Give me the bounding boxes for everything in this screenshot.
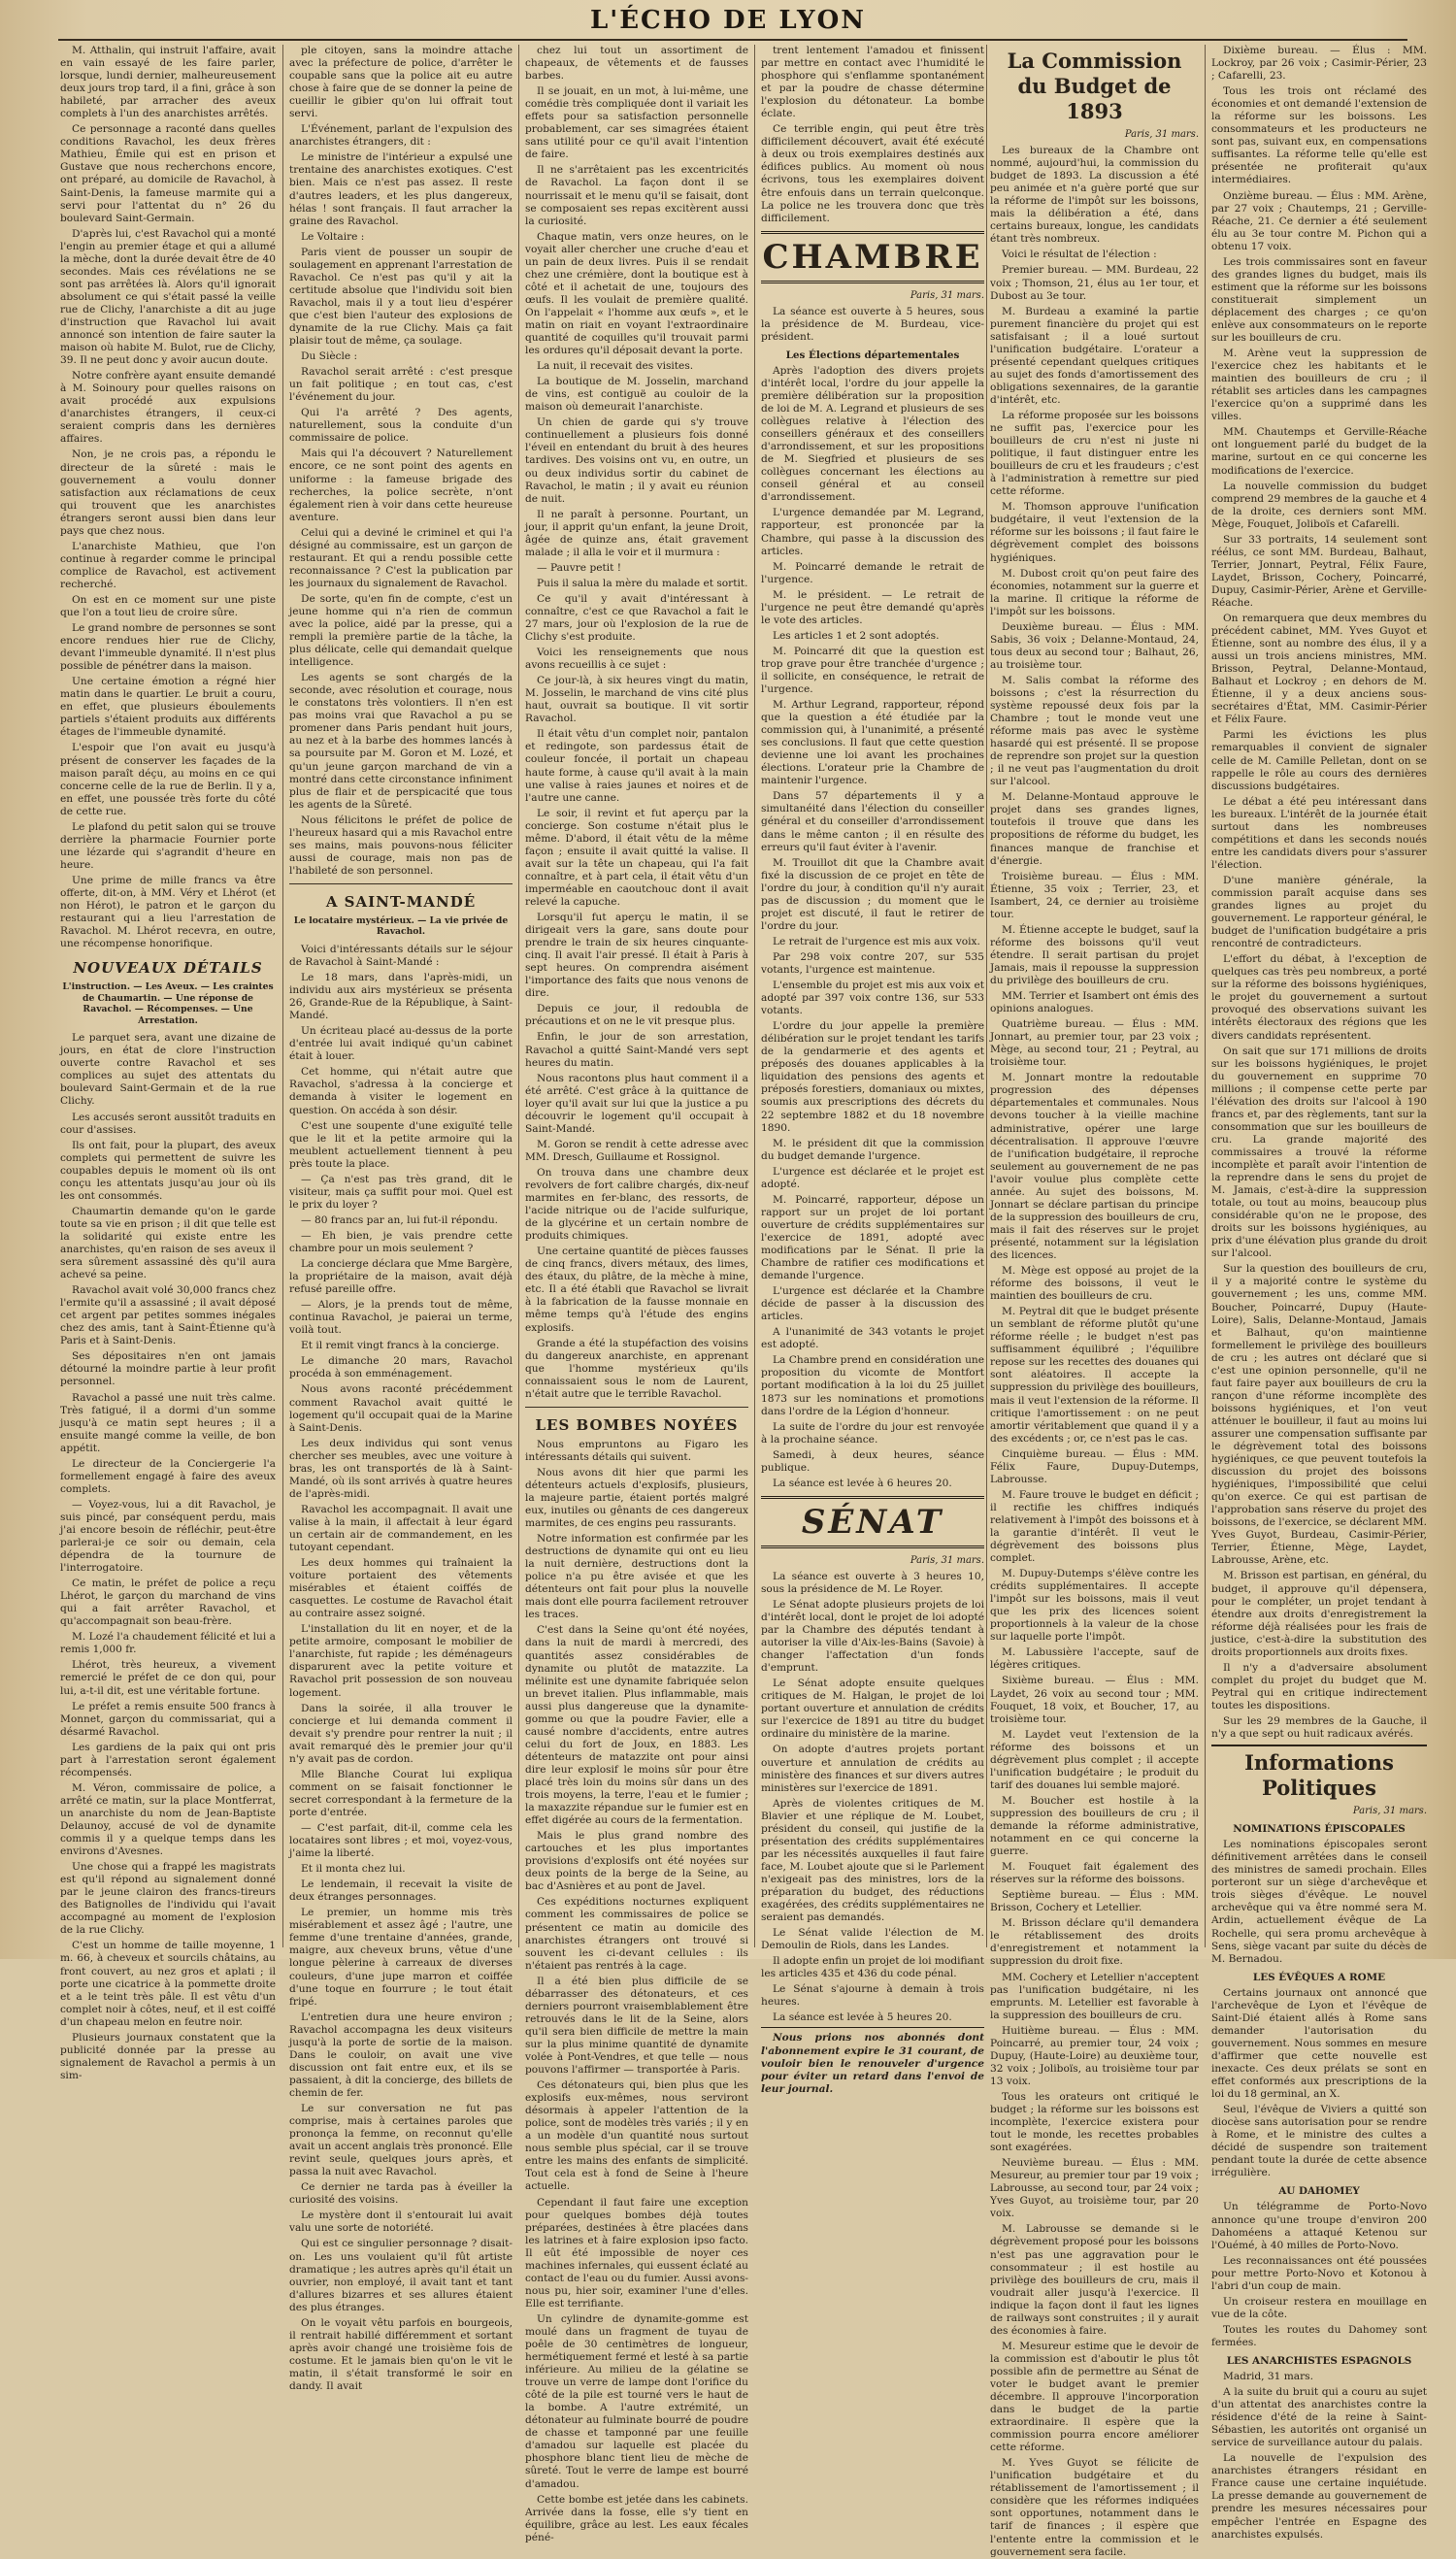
paragraph: Un télégramme de Porto-Novo annonce qu'une troupe d'environ 200 Dahoméens a attaqué Ketenou sur l'Ouémé, à 40 milles de Porto-Novo. xyxy=(1211,2201,1427,2251)
paragraph: Il se jouait, en un mot, à lui-même, une comédie très compliquée dont il variait les effets pour sa satisfaction personnelle probablement, car ses simagrées étaient sans utilité pour ce qu'il avait l'intention de faire. xyxy=(525,85,748,161)
paragraph: L'urgence est déclarée et la Chambre décide de passer à la discussion des articles. xyxy=(761,1285,984,1323)
paragraph: On remarquera que deux membres du précédent cabinet, MM. Yves Guyot et Étienne, sont au nombre des élus, il y a aussi un trois anciens ministres, MM. Brisson, Peytral, Delanne-Montaud, Balhaut et Lockroy ; en dehors de M. Étienne, il y a deux anciens sous-secrétaires d'État, MM. Casimir-Périer et Félix Faure. xyxy=(1211,613,1427,726)
paragraph: M. Yves Guyot se félicite de l'unification budgétaire et du rétablissement de l'amortissement ; il considère que les réformes indiquées sont opportunes, notamment dans le tarif de finances ; il espère que l'entente entre la commission et le gouvernement sera facile. xyxy=(990,2457,1199,2558)
paragraph: L'ordre du jour appelle la première délibération sur le projet tendant les tarifs de la gendarmerie et des agents et préposés des douanes applicables à la liquidation des pensions des agents et préposés forestiers, domaniaux ou mixtes, soumis aux prescriptions des décrets du 22 septembre 1882 et du 18 novembre 1890. xyxy=(761,1020,984,1134)
paragraph: La nouvelle commission du budget comprend 29 membres de la gauche et 4 de la droite, ces derniers sont MM. Mège, Fouquet, Joliboïs et Cafarelli. xyxy=(1211,480,1427,530)
paragraph: Lhérot, très heureux, a vivement remercié le préfet de ce don qui, pour lui, a-t-il dit, est une véritable fortune. xyxy=(60,1659,276,1697)
senat-heading: SÉNAT xyxy=(761,1496,984,1548)
paragraph: D'une manière générale, la commission paraît acquise dans ses grandes lignes au projet du gouvernement. Le rapporteur général, le budget de l'unification budgétaire a pris rencontré de contradicteurs. xyxy=(1211,874,1427,950)
paragraph: Enfin, le jour de son arrestation, Ravachol a quitté Saint-Mandé vers sept heures du matin. xyxy=(525,1031,748,1069)
paragraph: Quatrième bureau. — Élus : MM. Jonnart, au premier tour, par 23 voix ; Mège, au second tour, 21 ; Peytral, au troisième tour. xyxy=(990,1018,1199,1069)
paragraph: M. Lozé l'a chaudement félicité et lui a remis 1,000 fr. xyxy=(60,1631,276,1656)
paragraph: Nous avons raconté précédemment comment Ravachol avait quitté le logement qu'il occupait quai de la Marine à Saint-Denis. xyxy=(289,1383,513,1434)
paragraph: M. Salis combat la réforme des boissons ; c'est la résurrection du système repoussé deux fois par la Chambre ; tout le monde veut une réforme mais pas avec le système hasardé qui est présenté. Il se propose de reprendre son projet sur la question ; il ne veut pas l'augmentation du droit sur l'alcool. xyxy=(990,674,1199,788)
paragraph: MM. Terrier et Isambert ont émis des opinions analogues. xyxy=(990,990,1199,1015)
paragraph: Après l'adoption des divers projets d'intérêt local, l'ordre du jour appelle la première délibération sur la proposition de loi de M. A. Legrand et plusieurs de ses collègues relative à l'élection des conseillers généraux et des conseillers d'arrondissement, et sur les propositions de M. Siegfried et plusieurs de ses collègues concernant les élections au conseil général et au conseil d'arrondissement. xyxy=(761,364,984,504)
paragraph: — 80 francs par an, lui fut-il répondu. xyxy=(301,1213,499,1226)
paragraph: M. Véron, commissaire de police, a arrêté ce matin, sur la place Montferrat, un anarchiste du nom de Jean-Baptiste Delaunoy, accusé de vol de dynamite commis il y a quelque temps dans les environs d'Avesnes. xyxy=(60,1781,276,1858)
paragraph: Les articles 1 et 2 sont adoptés. xyxy=(773,629,940,642)
paragraph: Celui qui a deviné le criminel et qui l'a désigné au commissaire, est un garçon de restaurant. Et qui a rendu possible cette reconnaissance ? C'est la publication par les journaux du signalement de Ravachol. xyxy=(289,526,513,589)
paragraph: L'Événement, parlant de l'expulsion des anarchistes étrangers, dit : xyxy=(289,123,513,149)
article-body xyxy=(525,1439,748,2544)
paragraph: Ce matin, le préfet de police a reçu Lhérot, le garçon du marchand de vins qui a fait arrêter Ravachol, et qu'accompagnait son beau-frère. xyxy=(60,1578,276,1628)
paragraph: — Alors, je la prends tout de même, continua Ravachol, je paierai un terme, voilà tout. xyxy=(289,1299,513,1337)
paragraph: La séance est ouverte à 3 heures 10, sous la présidence de M. Le Royer. xyxy=(761,1570,984,1595)
paragraph: Deuxième bureau. — Élus : MM. Sabis, 36 voix ; Delanne-Montaud, 24, tous deux au second tour ; Balhaut, 26, au troisième tour. xyxy=(990,620,1199,671)
paragraph: Le parquet sera, avant une dizaine de jours, en état de clore l'instruction ouverte contre Ravachol et ses complices au sujet des attentats du boulevard Saint-Germain et de la rue Clichy. xyxy=(60,1032,276,1108)
senat-dateline: Paris, 31 mars. xyxy=(910,1554,984,1566)
subscription-notice: Nous prions nos abonnés dont l'abonnement expire le 31 courant, de vouloir bien le renouveler d'urgence pour éviter un retard dans l'envoi de leur journal. xyxy=(761,2027,984,2095)
top-rule xyxy=(58,39,1407,41)
paragraph: Lorsqu'il fut aperçu le matin, il se dirigeait vers la gare, sans doute pour prendre le train de six heures cinquante-cinq. Il avait l'air pressé. Il était à Paris à sept heures. On comprendra aisément l'importance des faits que nous venons de dire. xyxy=(525,912,748,1000)
paragraph: Il n'y a d'adversaire absolument complet du projet du budget que M. Peytral qui en critique indirectement toutes les dispositions. xyxy=(1211,1661,1427,1712)
paragraph: Il était vêtu d'un complet noir, pantalon et redingote, son pardessus était de couleur foncée, il portait un chapeau haute forme, à cause qu'il avait à la main une valise à raies jaunes et noires et de l'autre une canne. xyxy=(525,728,748,804)
paragraph: Les bureaux de la Chambre ont nommé, aujourd'hui, la commission du budget de 1893. La discussion a été peu animée et n'a guère porté que sur la réforme de l'impôt sur les boissons, mais la délibération a été, dans certains bureaux, longue, les candidats étant très nombreux. xyxy=(990,145,1199,246)
paragraph: La nouvelle de l'expulsion des anarchistes étrangers résidant en France cause une certaine inquiétude. La presse demande au gouvernement de prendre les mesures nécessaires pour empêcher l'entrée en Espagne des anarchistes expulsés. xyxy=(1211,2452,1427,2541)
article-body xyxy=(289,45,513,878)
paragraph: Madrid, 31 mars. xyxy=(1223,2371,1313,2383)
informations-politiques-heading: Informations Politiques xyxy=(1211,1745,1427,1801)
paragraph: La boutique de M. Josselin, marchand de vins, est contiguë au couloir de la maison où demeurait l'anarchiste. xyxy=(525,376,748,414)
chambre-subheading: Les Élections départementales xyxy=(785,349,960,361)
paragraph: Sur 33 portraits, 14 seulement sont réélus, ce sont MM. Burdeau, Balhaut, Terrier, Jonnart, Peytral, Félix Faure, Laydet, Brisson, Cochery, Poincarré, Dupuy, Casimir-Périer, Arène et Gerville-Réache. xyxy=(1211,533,1427,609)
paragraph: Ravachol les accompagnait. Il avait une valise à la main, il affectait à leur égard un certain air de commandement, en les tutoyant cependant. xyxy=(289,1503,513,1554)
paragraph: M. Brisson est partisan, en général, du budget, il approuve qu'il dépensera, pour le compléter, un projet tendant à étendre aux droits d'enregistrement la réforme déjà réalisées pour les frais de justice, c'est-à-dire la substitution des droits proportionnels aux droits fixes. xyxy=(1211,1570,1427,1658)
paragraph: L'entretien dura une heure environ ; Ravachol accompagna les deux visiteurs jusqu'à la porte de sortie de la maison. Dans le couloir, on avait une vive discussion ont fait entre eux, et ils se passaient, à dit la concierge, des billets de chemin de fer. xyxy=(289,2011,513,2099)
paragraph: La concierge déclara que Mme Bargère, la propriétaire de la maison, avait déjà refusé pareille offre. xyxy=(289,1258,513,1296)
budget-bureaux xyxy=(990,264,1199,2558)
paragraph: Cette bombe est jetée dans les cabinets. Arrivée dans la fosse, elle s'y tient en équilibre, grâce au lest. Les eaux fécales péné- xyxy=(525,2493,748,2543)
chambre-body xyxy=(761,365,984,1490)
paragraph: Le directeur de la Conciergerie l'a formellement engagé à faire des aveux complets. xyxy=(60,1457,276,1495)
column-divider xyxy=(754,45,755,1947)
paragraph: Le lendemain, il recevait la visite de deux étranges personnages. xyxy=(289,1878,513,1904)
section-title-nouveaux-details: NOUVEAUX DÉTAILS xyxy=(73,959,263,978)
paragraph: Par 298 voix contre 207, sur 535 votants, l'urgence est maintenue. xyxy=(761,950,984,976)
paragraph: Les agents se sont chargés de la seconde, avec résolution et courage, nous le constatons très volontiers. Il n'en est pas moins vrai que Ravachol a pu se promener dans Paris pendant huit jours, au nez et à la barbe des hommes lancés à sa poursuite par M. Goron et M. Lozé, et qu'un jeune garçon marchand de vin a montré dans cette circonstance infiniment plus de flair et de perspicacité que tous les agents de la Sûreté. xyxy=(289,672,513,811)
paragraph: Et il monta chez lui. xyxy=(301,1863,406,1876)
paragraph: Le Voltaire : xyxy=(301,230,365,243)
paragraph: Dixième bureau. — Élus : MM. Lockroy, par 26 voix ; Casimir-Périer, 23 ; Cafarelli, 23. xyxy=(1211,45,1427,83)
paragraph: Il ne s'arrêtaient pas les excentricités de Ravachol. La façon dont il se nourrissait et le menu qu'il se faisait, dont se composaient ses repas excitèrent aussi la curiosité. xyxy=(525,164,748,227)
paragraph: ple citoyen, sans la moindre attache avec la préfecture de police, d'arrêter le coupable sans que la police ait eu autre chose à faire que de se donner la peine de cueillir le gibier qu'on lui offrait tout servi. xyxy=(289,45,513,120)
paragraph: Une certaine émotion a régné hier matin dans le quartier. Le bruit a couru, en effet, que plusieurs éboulements partiels s'étaient produits aux différents étages de l'immeuble dynamité. xyxy=(60,676,276,739)
paragraph: M. le président. — Le retrait de l'urgence ne peut être demandé qu'après le vote des articles. xyxy=(761,588,984,626)
paragraph: M. Arène veut la suppression de l'exercice chez les habitants et le maintien des bouilleurs de cru ; il rétablit ses articles dans les campagnes l'exercice qu'on a supprimé dans les villes. xyxy=(1211,348,1427,423)
paragraph: Le ministre de l'intérieur a expulsé une trentaine des anarchistes exotiques. C'est bien. Mais ce n'est pas assez. Il reste d'autres leaders, et les plus dangereux, hélas ! sont français. Il faut arracher la graine des Ravachol. xyxy=(289,151,513,227)
paragraph: D'après lui, c'est Ravachol qui a monté l'engin au premier étage et qui a allumé la mèche, dont la durée devait être de 40 secondes. Mais ces révélations ne se sont pas arrêtées là. Alors qu'il ignorait absolument ce qui s'était passé la veille rue de Clichy, l'anarchiste a dit au juge d'instruction que Ravachol lui avait annoncé son intention de faire sauter la maison où habite M. Bulot, rue de Clichy, 39. Il ne peut donc y avoir aucun doute. xyxy=(60,227,276,367)
paragraph: chez lui tout un assortiment de chapeaux, de vêtements et de fausses barbes. xyxy=(525,45,748,83)
article-body xyxy=(60,1032,276,2082)
paragraph: M. Labrousse se demande si le dégrèvement proposé pour les boissons n'est pas une aggravation pour le consommateur ; il est hostile au privilège des bouilleurs de cru, mais il voudrait aller jusqu'à l'exercice. Il indique la façon dont il faut les lignes de railways sont construites ; il y aurait des économies à faire. xyxy=(990,2223,1199,2337)
paragraph: Les reconnaissances ont été poussées pour mettre Porto-Novo et Kotonou à l'abri d'un coup de main. xyxy=(1211,2254,1427,2292)
paragraph: Une certaine quantité de pièces fausses de cinq francs, divers métaux, des limes, des étaux, du plâtre, de la mèche à mine, etc. Il a été établi que Ravachol se livrait à la fabrication de la fausse monnaie en même temps qu'à l'étude des engins explosifs. xyxy=(525,1246,748,1334)
paragraph: MM. Chautemps et Gerville-Réache ont longuement parlé du budget de la marine, surtout en ce qui concerne les modifications de l'exercice. xyxy=(1211,426,1427,477)
paragraph: Notre information est confirmée par les destructions de dynamite qui ont eu lieu la nuit dernière, destructions dont la police n'a pu être avisée et que les détenteurs ont fait pour plus la nouvelle mais dont elle pourra facilement retrouver les traces. xyxy=(525,1533,748,1621)
section-title-bombes-noyees: LES BOMBES NOYÉES xyxy=(535,1415,739,1434)
paragraph: M. Peytral dit que le budget présente un semblant de réforme plutôt qu'une réforme réelle ; le budget n'est pas suffisamment équilibré ; l'équilibre repose sur les recettes des douanes qui sont aléatoires. Il accepte la suppression du privilège des bouilleurs, mais il veut l'extension de la réforme. Il critique l'amortissement : on ne peut amortir véritablement que quand il y a des excédents ; or, ce n'est pas le cas. xyxy=(990,1306,1199,1445)
paragraph: M. Delanne-Montaud approuve le projet dans ses grandes lignes, toutefois il trouve que dans les propositions de réforme du budget, les finances manque de franchise et d'énergie. xyxy=(990,791,1199,867)
paragraph: L'urgence demandée par M. Legrand, rapporteur, est prononcée par la Chambre, qui passe à la discussion des articles. xyxy=(761,507,984,557)
paragraph: Seul, l'évêque de Viviers a quitté son diocèse sans autorisation pour se rendre à Rome, et le ministre des cultes a décidé de suspendre son traitement pendant toute la durée de cette absence irrégulière. xyxy=(1211,2104,1427,2179)
paragraph: Puis il salua la mère du malade et sortit. xyxy=(537,577,748,589)
paragraph: M. Jonnart montre la redoutable progression des dépenses départementales et communales. Nous devons toucher à la vieille machine administrative, opérer une large décentralisation. Il approuve l'œuvre de l'unification budgétaire, il reproche seulement au gouvernement de ne pas l'avoir voulue plus complète cette année. Au sujet des boissons, M. Jonnart se déclare partisan du principe de la suppression des bouilleurs de cru, mais il fait des réserves sur le projet présenté, notamment sur la législation des licences. xyxy=(990,1072,1199,1261)
paragraph: Ravachol avait volé 30,000 francs chez l'ermite qu'il a assassiné ; il avait déposé cet argent par petites sommes inégales chez des amis, tant à Saint-Étienne qu'à Paris et à Saint-Denis. xyxy=(60,1284,276,1347)
paragraph: Chaque matin, vers onze heures, on le voyait aller chercher une cruche d'eau et un pain de deux livres. Puis il se rendait chez une crémière, dont la boutique est à côté et il achetait de une, toujours des œufs. Il les voulait de première qualité. On l'appelait « l'homme aux œufs », et le matin on riait en voyant l'extraordinaire quantité de coquilles qu'il trouvait parmi les ordures qu'il déposait devant la porte. xyxy=(525,230,748,357)
paragraph: trent lentement l'amadou et finissent par mettre en contact avec l'humidité le phosphore qui s'enflamme spontanément et par la poudre de chasse détermine l'explosion du détonateur. La bombe éclate. xyxy=(761,45,984,120)
paragraph: — Pauvre petit ! xyxy=(537,561,622,574)
chambre-heading: CHAMBRE xyxy=(761,231,984,283)
paragraph: De sorte, qu'en fin de compte, c'est un jeune homme qui n'a rien de commun avec la police, aidé par la presse, qui a rempli la première partie de la tâche, la plus délicate, celle qui demandait quelque intelligence. xyxy=(289,592,513,669)
paragraph: Premier bureau. — MM. Burdeau, 22 voix ; Thomson, 21, élus au 1er tour, et Dubost au 3e tour. xyxy=(990,264,1199,302)
paragraph: L'espoir que l'on avait eu jusqu'à présent de conserver les façades de la maison paraît déçu, au moins en ce qui concerne celle de la rue de Berlin. Il y a, en effet, une poussée très forte du côté de cette rue. xyxy=(60,742,276,817)
paragraph: Le premier, un homme mis très misérablement et assez âgé ; l'autre, une femme d'une trentaine d'années, grande, maigre, aux cheveux bruns, vêtue d'une longue pèlerine à carreaux de diverses couleurs, d'une jupe marron et coiffée d'une toque en fourrure ; le tout était fripé. xyxy=(289,1907,513,2008)
paragraph: La nuit, il recevait des visites. xyxy=(537,360,694,373)
column-divider xyxy=(1205,45,1206,1947)
paragraph: Parmi les évictions les plus remarquables il convient de signaler celle de M. Camille Pelletan, dont on se rappelle le rôle au cours des dernières discussions budgétaires. xyxy=(1211,729,1427,792)
section-summary: L'instruction. — Les Aveux. — Les craintes de Chaumartin. — Une réponse de Ravachol. — Récompenses. — Une Arrestation. xyxy=(62,981,274,1026)
paragraph: Le Sénat valide l'élection de M. Demoulin de Riols, dans les Landes. xyxy=(761,1927,984,1952)
paragraph: Le Sénat adopte ensuite quelques critiques de M. Halgan, le projet de loi portant ouverture et annulation de crédits sur l'exercice de 1891 au titre du budget ordinaire du ministère de la marine. xyxy=(761,1678,984,1741)
paragraph: Onzième bureau. — Élus : MM. Arène, par 27 voix ; Chautemps, 21 ; Gerville-Réache, 21. Ce dernier a été seulement élu au 3e tour contre M. Pichon qui a obtenu 17 voix. xyxy=(1211,189,1427,252)
paragraph: Mlle Blanche Courat lui expliqua comment on se faisait fonctionner le secret correspondant à la fermeture de la porte d'entrée. xyxy=(289,1768,513,1818)
paragraph: M. Étienne accepte le budget, sauf la réforme des boissons qu'il veut étendre. Il serait partisan du projet Jamais, mais il repousse la suppression du privilège des bouilleurs de cru. xyxy=(990,923,1199,986)
paragraph: M. Poincarré demande le retrait de l'urgence. xyxy=(761,560,984,585)
column-divider xyxy=(282,45,283,1947)
paragraph: Nous empruntons au Figaro les intéressants détails qui suivent. xyxy=(525,1438,748,1463)
senat-body xyxy=(761,1571,984,2025)
paragraph: Un croiseur restera en mouillage en vue de la côte. xyxy=(1211,2295,1427,2320)
paragraph: Ce dernier ne tarda pas à éveiller la curiosité des voisins. xyxy=(289,2181,513,2207)
paragraph: Certains journaux ont annoncé que l'archevêque de Lyon et l'évêque de Saint-Dié étaient allés à Rome sans demander l'autorisation du gouvernement. Nous sommes en mesure d'affirmer que cette nouvelle est inexacte. Ces deux prélats se sont en effet conformés aux prescriptions de la loi du 18 germinal, an X. xyxy=(1211,1986,1427,2101)
paragraph: — Eh bien, je vais prendre cette chambre pour un mois seulement ? xyxy=(289,1229,513,1254)
paragraph: Le grand nombre de personnes se sont encore rendues hier rue de Clichy, devant l'immeuble dynamité. Il n'est plus possible de pénétrer dans la maison. xyxy=(60,622,276,673)
paragraph: A la suite du bruit qui a couru au sujet d'un attentat des anarchistes contre la résidence d'été de la reine à Saint-Sébastien, les autorités ont organisé un service de surveillance autour du palais. xyxy=(1211,2386,1427,2449)
separator xyxy=(525,1407,748,1408)
paragraph: Le 18 mars, dans l'après-midi, un individu aux airs mystérieux se présenta 26, Grande-Rue de la République, à Saint-Mandé. xyxy=(289,972,513,1022)
paragraph: Nous racontons plus haut comment il a été arrêté. C'est grâce à la quittance de loyer qu'il avait sur lui que la justice a pu découvrir le logement qu'il occupait à Saint-Mandé. xyxy=(525,1072,748,1135)
paragraph: Le débat a été peu intéressant dans les bureaux. L'intérêt de la journée était surtout dans les nombreuses compétitions et dans les seconds noués entre les candidats divers pour s'assurer l'élection. xyxy=(1211,795,1427,871)
paragraph: Le préfet a remis ensuite 500 francs à Monnet, garçon du commissariat, qui a désarmé Ravachol. xyxy=(60,1700,276,1738)
paragraph: Un écriteau placé au-dessus de la porte d'entrée lui avait indiqué qu'un cabinet était à louer. xyxy=(289,1025,513,1063)
paragraph: Tous les trois ont réclamé des économies et ont demandé l'extension de la réforme sur les boissons. Les consommateurs et les producteurs ne sont pas, suivant eux, en compensations suffisantes. La réforme telle qu'elle est présentée ne profiterait qu'aux intermédiaires. xyxy=(1211,85,1427,186)
paragraph: On adopte d'autres projets portant ouverture et annulation de crédits au ministère des finances et sur divers autres ministères sur l'exercice de 1891. xyxy=(761,1744,984,1794)
paragraph: — Voyez-vous, lui a dit Ravachol, je suis pincé, par conséquent perdu, mais j'ai encore besoin de réfléchir, peut-être parlerai-je ce soir ou demain, cela dépendra de la tournure de l'interrogatoire. xyxy=(60,1498,276,1575)
article-body xyxy=(525,45,748,1401)
paragraph: M. Faure trouve le budget en déficit ; il rectifie les chiffres indiqués relativement à l'impôt des boissons et à la garantie d'intérêt. Il veut le dégrèvement des boissons plus complet. xyxy=(990,1488,1199,1565)
paragraph: Toutes les routes du Dahomey sont fermées. xyxy=(1211,2323,1427,2348)
paragraph: Dans la soirée, il alla trouver le concierge et lui demanda comment il devait s'y prendre pour rentrer la nuit ; il avait remarqué dès le premier jour qu'il n'y avait pas de cordon. xyxy=(289,1702,513,1765)
paragraph: L'effort du débat, à l'exception de quelques cas très peu nombreux, a porté sur la réforme des boissons hygiéniques, le projet du gouvernement a surtout provoqué des observations suivant les intérêts électoraux des régions que les divers candidats représentent. xyxy=(1211,953,1427,1042)
paragraph: Septième bureau. — Élus : MM. Brisson, Cochery et Letellier. xyxy=(990,1889,1199,1914)
paragraph: M. Brisson déclare qu'il demandera le rétablissement des droits d'enregistrement et notamment la suppression du droit fixe. xyxy=(990,1917,1199,1968)
paragraph: Et il remit vingt francs à la concierge. xyxy=(301,1340,500,1352)
masthead: L'ÉCHO DE LYON xyxy=(589,6,867,35)
paragraph: Du Siècle : xyxy=(301,350,358,363)
article-body xyxy=(289,944,513,2393)
info-sections xyxy=(1211,1823,1427,2541)
paragraph: Non, je ne crois pas, a répondu le directeur de la sûreté : mais le gouvernement a voulu donner satisfaction aux réclamations de ceux qui trouvent que les anarchistes étrangers seront aussi bien dans leur pays que chez nous. xyxy=(60,449,276,537)
paragraph: M. Poincarré, rapporteur, dépose un rapport sur un projet de loi portant ouverture de crédits supplémentaires sur l'exercice de 1891, adopté avec modifications par le Sénat. Il prie la Chambre de ratifier ces modifications et demande l'urgence. xyxy=(761,1193,984,1282)
paragraph: MM. Cochery et Letellier n'acceptent pas l'unification budgétaire, ni les emprunts. M. Letellier est favorable à la suppression des bouilleurs de cru. xyxy=(990,1971,1199,2021)
paragraph: Cet homme, qui n'était autre que Ravachol, s'adressa à la concierge et demanda à visiter le logement en question. On accéda à son désir. xyxy=(289,1066,513,1116)
column-3 xyxy=(525,45,748,2543)
paragraph: Voici les renseignements que nous avons recueillis à ce sujet : xyxy=(525,647,748,672)
paragraph: Ce terrible engin, qui peut être très difficilement découvert, avait été exécuté à deux ou trois exemplaires destinés aux édifices publics. Au moment où nous écrivons, tous les exemplaires doivent être enfouis dans un terrain quelconque. La police ne les trouvera donc que très difficilement. xyxy=(761,123,984,224)
separator xyxy=(289,883,513,884)
paragraph: C'est un homme de taille moyenne, 1 m. 66, à cheveux et sourcils châtains, au front couvert, au nez gros et aplati ; il porte une cicatrice à la pommette droite et a le teint très pâle. Il est vêtu d'un complet noir à côtes, neuf, et il est coiffé d'un chapeau melon en feutre noir. xyxy=(60,1940,276,2028)
paragraph: M. Trouillot dit que la Chambre avait fixé la discussion de ce projet en tête de l'ordre du jour, à condition qu'il n'y aurait pas de discussion ; du moment que le projet est discuté, il faut le retirer de l'ordre du jour. xyxy=(761,856,984,932)
paragraph: On sait que sur 171 millions de droits sur les boissons hygiéniques, le projet du gouvernement en supprime 70 millions ; il compense cette perte par l'élévation des droits sur l'alcool à 190 francs et, par des règlements, tant sur la consommation que sur les bouilleurs de cru. La grande majorité des commissaires a trouvé la réforme incomplète et paraît avoir l'intention de la reprendre dans le sens du projet de M. Jamais, c'est-à-dire la suppression totale, ou tout au moins, beaucoup plus considérable qu'on ne le propose, des droits sur les boissons hygiéniques, au prix d'une élévation plus grande du droit sur l'alcool. xyxy=(1211,1045,1427,1260)
paragraph: Nous avons dit hier que parmi les détenteurs actuels d'explosifs, plusieurs, la majeure partie, étaient portés malgré eux, inutiles ou gênants de ces dangereux marmites, de ces engins peu rassurants. xyxy=(525,1466,748,1530)
paragraph: Le retrait de l'urgence est mis aux voix. xyxy=(773,935,980,947)
chambre-dateline: Paris, 31 mars. xyxy=(910,289,984,301)
paragraph: Les nominations épiscopales seront définitivement arrêtées dans le conseil des ministres de samedi prochain. Elles porteront sur un siège d'archevêque et trois sièges d'évêque. Le nouvel archevêque qui va être nommé sera M. Ardin, actuellement évêque de La Rochelle, qui sera promu archevêque à Sens, siège vacant par suite du décès de M. Bernadou. xyxy=(1211,1839,1427,1965)
paragraph: La suite de l'ordre du jour est renvoyée à la prochaine séance. xyxy=(761,1420,984,1446)
paragraph: Notre confrère ayant ensuite demandé à M. Soinoury pour quelles raisons on avait procédé aux expulsions d'anarchistes étrangers, il ceux-ci seraient compris dans les dernières affaires. xyxy=(60,370,276,446)
paragraph: Troisième bureau. — Élus : MM. Étienne, 35 voix ; Terrier, 23, et Isambert, 24, ce dernier au troisième tour. xyxy=(990,870,1199,920)
paragraph: Ces expéditions nocturnes expliquent comment les commissaires de police se présentent ce matin au domicile des anarchistes étrangers ont trouvé si souvent les ci-devant cellules : ils n'étaient pas rentrés à la cage. xyxy=(525,1896,748,1972)
paragraph: L'anarchiste Mathieu, que l'on continue à regarder comme le principal complice de Ravachol, est activement recherché. xyxy=(60,540,276,590)
paragraph: Ravachol a passé une nuit très calme. Très fatigué, il a dormi d'un somme jusqu'à ce matin sept heures ; il a ensuite mangé comme la veille, de bon appétit. xyxy=(60,1391,276,1454)
paragraph: M. Goron se rendit à cette adresse avec MM. Dresch, Guillaume et Rossignol. xyxy=(525,1138,748,1163)
paragraph: M. Burdeau a examiné la partie purement financière du projet qui est satisfaisant ; il a loué surtout l'unification budgétaire. L'orateur a présenté cependant quelques critiques au sujet des fonds d'amortissement des obligations sexennaires, de la garantie d'intérêt, etc. xyxy=(990,305,1199,406)
paragraph: M. Thomson approuve l'unification budgétaire, il veut l'extension de la réforme sur les boissons ; il faut faire le dégrèvement complet des boissons hygiéniques. xyxy=(990,501,1199,564)
column-4 xyxy=(761,45,984,2095)
paragraph: On le voyait vêtu parfois en bourgeois, il rentrait habillé différemment et sortant après avoir changé une troisième fois de costume. Et le jamais bien qu'on le vit le matin, il s'était transformé le soir en dandy. Il avait xyxy=(289,2316,513,2392)
paragraph: M. Mège est opposé au projet de la réforme des boissons, il veut le maintien des bouilleurs de cru. xyxy=(990,1265,1199,1303)
paragraph: Sixième bureau. — Élus : MM. Laydet, 26 voix au second tour ; MM. Fouquet, 18 voix, et Boucher, 17, au troisième tour. xyxy=(990,1675,1199,1725)
chambre-intro: La séance est ouverte à 5 heures, sous la présidence de M. Burdeau, vice-président. xyxy=(761,305,984,343)
paragraph: Les accusés seront aussitôt traduits en cour d'assises. xyxy=(60,1111,276,1136)
section-summary: Le locataire mystérieux. — La vie privée de Ravachol. xyxy=(293,914,509,938)
paragraph: Cinquième bureau. — Élus : MM. Félix Faure, Dupuy-Dutemps, Labrousse. xyxy=(990,1447,1199,1485)
paragraph: Ils ont fait, pour la plupart, des aveux complets qui permettent de suivre les coupables depuis le moment où ils ont conçu les attentats jusqu'au jour où ils les ont consommés. xyxy=(60,1139,276,1202)
paragraph: M. Poincarré dit que la question est trop grave pour être tranchée d'urgence ; il sollicite, en conséquence, le retrait de l'urgence. xyxy=(761,645,984,696)
column-divider xyxy=(518,45,519,1947)
paragraph: Tous les orateurs ont critiqué le budget ; la réforme sur les boissons est incomplète, l'exercice existera pour tout le monde, les recettes probables sont exagérées. xyxy=(990,2090,1199,2154)
info-dateline: Paris, 31 mars. xyxy=(1352,1806,1427,1817)
paragraph: Qui l'a arrêté ? Des agents, naturellement, sous la conduite d'un commissaire de police. xyxy=(289,407,513,445)
paragraph: Nous félicitons le préfet de police de l'heureux hasard qui a mis Ravachol entre ses mains, mais pouvons-nous féliciter aussi de courage, mais non pas de l'habileté de son personnel. xyxy=(289,814,513,877)
budget-dateline: Paris, 31 mars. xyxy=(1124,129,1199,140)
paragraph: Depuis ce jour, il redoubla de précautions et on ne le vit presque plus. xyxy=(525,1003,748,1028)
column-6 xyxy=(1211,45,1427,2541)
column-5 xyxy=(990,45,1199,2558)
paragraph: La Chambre prend en considération une proposition du vicomte de Montfort portant modification à la loi du 25 juillet 1873 sur les nominations et promotions dans l'ordre de la Légion d'honneur. xyxy=(761,1354,984,1417)
paragraph: Huitième bureau. — Élus : MM. Poincarré, au premier tour, 24 voix ; Dupuy, (Haute-Loire) au deuxième tour, 32 voix ; Joliboïs, au troisième tour par 13 voix. xyxy=(990,2024,1199,2087)
paragraph: Les deux individus qui sont venus chercher ses meubles, avec une voiture à bras, les ont transportés de là à Saint-Mandé, où ils sont arrivés à quatre heures de l'après-midi. xyxy=(289,1437,513,1500)
paragraph: C'est dans la Seine qu'ont été noyées, dans la nuit de mardi à mercredi, des quantités assez considérables de dynamite ou plutôt de matazzite. La mélinite est une dynamite fabriquée selon un brevet italien. Plus inflammable, mais aussi plus dangereuse que la dynamite-gomme ou que la poudre Favier, elle a causé nombre d'accidents, entre autres celui du fort de Joux, en 1883. Les détenteurs de matazzite ont pour ainsi dire leur explosif le moins sûr pour être placé très loin du moins sûr dans un des trois moyens, la terre, l'eau et le fumier ; la maxazzite répandue sur le fumier est en effet digérée au cours de la fermentation. xyxy=(525,1624,748,1827)
paragraph: Grande a été la stupéfaction des voisins du dangereux anarchiste, en apprenant que l'homme mystérieux qu'ils connaissaient sous le nom de Laurent, n'était autre que le terrible Ravachol. xyxy=(525,1337,748,1400)
paragraph: Paris vient de pousser un soupir de soulagement en apprenant l'arrestation de Ravachol. Ce n'est pas qu'il y ait la certitude absolue que l'individu soit bien Ravachol, mais il y a tout lieu d'espérer que c'est bien l'auteur des explosions de dynamite de la rue Clichy. Mais ça fait plaisir tout de même, ça soulage. xyxy=(289,246,513,348)
paragraph: — Ça n'est pas très grand, dit le visiteur, mais ça suffit pour moi. Quel est le prix du loyer ? xyxy=(289,1173,513,1211)
section-title-saint-mande: A SAINT-MANDÉ xyxy=(325,892,477,911)
paragraph: La séance est levée à 6 heures 20. xyxy=(773,1477,952,1489)
paragraph: Ces détonateurs qui, bien plus que les explosifs eux-mêmes, nous serviront désormais à appeler l'attention de la police, sont de modèles très variés ; il y en a un modèle d'un quantité nous surtout nous semble plus spécial, car il se trouve entre les mains des enfants de simplicité. Tout cela est à fond de Seine à l'heure actuelle. xyxy=(525,2079,748,2193)
paragraph: M. Arthur Legrand, rapporteur, répond que la question a été étudiée par la commission qui, à l'unanimité, a présenté ses conclusions. Il faut que cette question devienne une loi avant les prochaines élections. L'orateur prie la Chambre de maintenir l'urgence. xyxy=(761,699,984,787)
column-1 xyxy=(60,45,276,2081)
paragraph: La séance est levée à 5 heures 20. xyxy=(773,2011,952,2024)
paragraph: Le Sénat adopte plusieurs projets de loi d'intérêt local, dont le projet de loi adopté par la Chambre des députés tendant à autoriser la ville d'Aix-les-Bains (Savoie) à changer l'affectation d'un fonds d'emprunt. xyxy=(761,1598,984,1675)
paragraph: Le sur conversation ne fut pas comprise, mais à certaines paroles que prononça la femme, on reconnut qu'elle avait un accent anglais très prononcé. Elle revint seule, quelques jours après, et passa la nuit avec Ravachol. xyxy=(289,2102,513,2178)
paragraph: L'urgence est déclarée et le projet est adopté. xyxy=(761,1165,984,1190)
paragraph: Dans 57 départements il y a simultanéité dans l'élection du conseiller général et du conseiller d'arrondissement dans le même canton ; il en résulte des erreurs qu'il faut éviter à l'avenir. xyxy=(761,790,984,853)
paragraph: On trouva dans une chambre deux revolvers de fort calibre chargés, dix-neuf marmites en fer-blanc, des ressorts, de l'acide nitrique ou de l'acide sulfurique, de la glycérine et un certain nombre de produits chimiques. xyxy=(525,1166,748,1243)
paragraph: M. Mesureur estime que le devoir de la commission est d'aboutir le plus tôt possible afin de permettre au Sénat de voter le budget avant le premier décembre. Il approuve l'incorporation dans le budget de la partie extraordinaire. Il espère que la commission pourra encore améliorer cette réforme. xyxy=(990,2340,1199,2454)
paragraph: On est en ce moment sur une piste que l'on a tout lieu de croire sûre. xyxy=(60,593,276,619)
paragraph: Ses dépositaires n'en ont jamais détourné la moindre partie à leur profit personnel. xyxy=(60,1350,276,1388)
info-subheading: LES ÉVÊQUES A ROME xyxy=(1252,1971,1386,1983)
paragraph: Mais qui l'a découvert ? Naturellement encore, ce ne sont point des agents en uniforme : la fameuse brigade des recherches, la police secrète, n'ont également rien à voir dans cette heureuse aventure. xyxy=(289,448,513,523)
paragraph: M. Laydet veut l'extension de la réforme des boissons et un dégrèvement plus complet ; il accepte l'unification budgétaire ; le produit du tarif des douanes lui semble majoré. xyxy=(990,1728,1199,1791)
paragraph: Ce qu'il y avait d'intéressant à connaître, c'est ce que Ravachol a fait le 27 mars, jour où l'explosion de la rue de Clichy s'est produite. xyxy=(525,592,748,644)
paragraph: Une chose qui a frappé les magistrats est qu'il répond au signalement donné par le jeune clairon des francs-tireurs des Batignolles de l'individu qui l'avait accompagné au moment de l'explosion de la rue Clichy. xyxy=(60,1861,276,1937)
paragraph: Sur les 29 membres de la Gauche, il n'y a que sept ou huit radicaux avérés. xyxy=(1211,1715,1427,1741)
paragraph: Sur la question des bouilleurs de cru, il y a majorité contre le système du gouvernement ; les uns, comme MM. Boucher, Poincarré, Dupuy (Haute-Loire), Salis, Delanne-Montaud, Jamais et Balhaut, qu'on maintienne formellement le privilège des bouilleurs de cru ; les autres ont déclaré que si c'est une opinion personnelle, qu'il ne faut faire payer aux bouilleurs de cru la rançon d'une réforme incomplète des boissons hygiéniques, et l'on veut atténuer le bouilleur, il faut au moins lui assurer une compensation suffisante par le dégrèvement total des boissons hygiéniques, ce que peuvent toutefois la discussion du projet des boissons hygiéniques, l'impossibilité que celui qu'on exerce. Ce qui est partisan de l'approbation sans réserve du projet des boissons, de l'exercice, se déclarent MM. Yves Guyot, Burdeau, Casimir-Périer, Terrier, Étienne, Mège, Laydet, Labrousse, Arène, etc. xyxy=(1211,1263,1427,1567)
paragraph: Cependant il faut faire une exception pour quelques bombes déjà toutes préparées, destinées à être placées dans les latrines et à faire explosion ipso facto. Il eût été impossible de noyer ces machines infernales, qui eussent éclaté au contact de l'eau ou du fumier. Aussi avons-nous pu, hier soir, examiner l'une d'elles. Elle est terrifiante. xyxy=(525,2196,748,2310)
paragraph: Samedi, à deux heures, séance publique. xyxy=(761,1448,984,1474)
budget-commission-heading: La Commission du Budget de 1893 xyxy=(1007,49,1182,123)
paragraph: La réforme proposée sur les boissons ne suffit pas, l'exercice pour les bouilleurs de cru n'est ni juste ni politique, il faut distinguer entre les bouilleurs de cru et les fraudeurs ; c'est à l'administration à remettre sur pied cette réforme. xyxy=(990,409,1199,498)
paragraph: Un chien de garde qui s'y trouve continuellement a plusieurs fois donné l'éveil en entendant du bruit à des heures tardives. Des voisins ont vu, en outre, un ou deux individus sortir du cabinet de Ravachol, le matin ; il y avait eu réunion de nuit. xyxy=(525,416,748,505)
paragraph: Mais le plus grand nombre des cartouches et les plus importantes provisions d'explosifs ont été noyées sur deux points de la berge de la Seine, au bac d'Asnières et au pont de Javel. xyxy=(525,1830,748,1893)
paragraph: Le plafond du petit salon qui se trouve derrière la pharmacie Fournier porte une lézarde qui s'agrandit d'heure en heure. xyxy=(60,820,276,871)
paragraph: Après de violentes critiques de M. Blavier et une réplique de M. Loubet, président du conseil, qui justifie de la présentation des crédits supplémentaires par les nécessités auxquelles il faut faire face, M. Loubet ajoute que si le Parlement n'exigeait pas des ministres, lors de la préparation du budget, des réductions exagérées, des crédits supplémentaires ne seraient pas demandés. xyxy=(761,1797,984,1924)
column-2 xyxy=(289,45,513,2392)
paragraph: Ravachol serait arrêté : c'est presque un fait politique ; en tout cas, c'est l'événement du jour. xyxy=(289,366,513,404)
paragraph: C'est une soupente d'une exiguïté telle que le lit et la petite armoire qui la meublent actuellement tiennent à peu près toute la place. xyxy=(289,1119,513,1170)
paragraph: Le mystère dont il s'entourait lui avait valu une sorte de notoriété. xyxy=(289,2210,513,2235)
paragraph: Il a été bien plus difficile de se débarrasser des détonateurs, et ces derniers pourront vraisemblablement être retrouvés dans le lit de la Seine, alors qu'il sera bien difficile de mettre la main sur la plus minime quantité de dynamite volée à Pont-Vendres, et que telle — nous pouvons l'affirmer — transportée à Paris. xyxy=(525,1975,748,2077)
paragraph: Chaumartin demande qu'on le garde toute sa vie en prison ; il dit que telle est la solidarité qui existe entre les anarchistes, qu'en raison de ses aveux il sera sûrement assassiné dès qu'il aura achevé sa peine. xyxy=(60,1205,276,1281)
paragraph: M. Dubost croit qu'on peut faire des économies, notamment sur la guerre et la marine. Il critique la réforme de l'impôt sur les boissons. xyxy=(990,567,1199,617)
paragraph: — C'est parfait, dit-il, comme cela les locataires sont libres ; et moi, voyez-vous, j'aime la liberté. xyxy=(289,1822,513,1860)
paragraph: M. Labussière l'accepte, sauf de légères critiques. xyxy=(990,1646,1199,1672)
paragraph: M. Boucher est hostile à la suppression des bouilleurs de cru ; il demande la réforme administrative, notamment en ce qui concerne la guerre. xyxy=(990,1794,1199,1858)
budget-intro xyxy=(990,145,1199,261)
paragraph: Les trois commissaires sont en faveur des grandes lignes du budget, mais ils estiment que la réforme sur les boissons constituerait simplement un déplacement des charges ; ce qu'on enlève aux consommateurs on le reporte sur les bouilleurs de cru. xyxy=(1211,255,1427,345)
paragraph: Le dimanche 20 mars, Ravachol procéda à son emménagement. xyxy=(289,1355,513,1380)
paragraph: M. Fouquet fait également des réserves sur la réforme des boissons. xyxy=(990,1861,1199,1886)
paragraph: Le Sénat s'ajourne à demain à trois heures. xyxy=(761,1983,984,2009)
info-subheading: NOMINATIONS ÉPISCOPALES xyxy=(1233,1823,1406,1836)
paragraph: M. Dupuy-Dutemps s'élève contre les crédits supplémentaires. Il accepte l'impôt sur les boissons, mais il veut que les prix des licences soient proportionnels à la valeur de la chose sur laquelle porte l'impôt. xyxy=(990,1568,1199,1644)
paragraph: L'installation du lit en noyer, et de la petite armoire, composant le mobilier de l'anarchiste, fut rapide ; les déménageurs disparurent avec la petite voiture et Ravachol prit possession de son nouveau logement. xyxy=(289,1623,513,1699)
info-subheading: AU DAHOMEY xyxy=(1278,2185,1360,2198)
paragraph: M. Atthalin, qui instruit l'affaire, avait en vain essayé de les faire parler, lorsque, lundi dernier, malheureusement deux jours trop tard, il a fini, grâce à son habileté, par arracher des aveux complets à l'un des anarchistes arrêtés. xyxy=(60,45,276,120)
article-body xyxy=(761,45,984,225)
paragraph: Ce personnage a raconté dans quelles conditions Ravachol, les deux frères Mathieu, Émile qui est en prison et Gustave que nous recherchons encore, ont préparé, au domicile de Ravachol, à Saint-Denis, la fameuse marmite qui a servi pour l'attentat du n° 26 du boulevard Saint-Germain. xyxy=(60,123,276,224)
paragraph: Une prime de mille francs va être offerte, dit-on, à MM. Véry et Lhérot (et non Hérot), le patron et le garçon du restaurant qui a lieu l'arrestation de Ravachol. M. Lhérot recevra, en outre, une récompense honorifique. xyxy=(60,874,276,950)
paragraph: Qui est ce singulier personnage ? disait-on. Les uns voulaient qu'il fût artiste dramatique ; les autres après qu'il était un ouvrier, non employé, il avait tant et tant d'allures bizarres et ses allures étaient des plus étranges. xyxy=(289,2238,513,2313)
paragraph: Le soir, il revint et fut aperçu par la concierge. Son costume n'était plus le même. D'abord, il était vêtu de la même façon ; ensuite il avait quitté la valise. Il avait sur la tête un chapeau, qui l'a fait connaître, et à part cela, il était vêtu d'un imperméable en caoutchouc dont il avait relevé la capuche. xyxy=(525,807,748,908)
paragraph: L'ensemble du projet est mis aux voix et adopté par 397 voix contre 136, sur 533 votants. xyxy=(761,980,984,1017)
paragraph: Voici le résultat de l'élection : xyxy=(1002,249,1157,261)
paragraph: A l'unanimité de 343 votants le projet est adopté. xyxy=(761,1326,984,1351)
paragraph: Les gardiens de la paix qui ont pris part à l'arrestation seront également récompensés. xyxy=(60,1741,276,1778)
paragraph: M. le président dit que la commission du budget demande l'urgence. xyxy=(761,1137,984,1162)
info-subheading: LES ANARCHISTES ESPAGNOLS xyxy=(1226,2354,1412,2367)
paragraph: Plusieurs journaux constatent que la publicité donnée par la presse au signalement de Ravachol a permis à un sim- xyxy=(60,2031,276,2081)
budget-bureaux-continued xyxy=(1211,45,1427,1741)
paragraph: Un cylindre de dynamite-gomme est moulé dans un fragment de tuyau de poêle de 30 centimètres de longueur, hermétiquement fermé et lesté à sa partie inférieure. Au milieu de la gélatine se trouve un verre de lampe dont l'orifice du côté de la pile est tourné vers le haut de la bombe. A l'autre extrémité, un détonateur au fulminate bourré de poudre de chasse et tamponné par une feuille d'amadou sur laquelle est placée du phosphore blanc tient lieu de mèche de sûreté. Tout le verre de lampe est bourré d'amadou. xyxy=(525,2312,748,2490)
paragraph: Il adopte enfin un projet de loi modifiant les articles 435 et 436 du code pénal. xyxy=(761,1955,984,1980)
paragraph: Neuvième bureau. — Élus : MM. Mesureur, au premier tour par 19 voix ; Labrousse, au second tour, par 24 voix ; Yves Guyot, au troisième tour, par 20 voix. xyxy=(990,2157,1199,2220)
paragraph: Voici d'intéressants détails sur le séjour de Ravachol à Saint-Mandé : xyxy=(289,943,513,968)
paragraph: Ce jour-là, à six heures vingt du matin, M. Josselin, le marchand de vins cité plus haut, ouvrait sa boutique. Il vit sortir Ravachol. xyxy=(525,675,748,725)
paragraph: Les deux hommes qui traînaient la voiture portaient des vêtements misérables et étaient coiffés de casquettes. Le costume de Ravachol était au contraire assez soigné. xyxy=(289,1557,513,1620)
paragraph: Il ne paraît à personne. Pourtant, un jour, il apprit qu'un enfant, la jeune Droit, âgée de quinze ans, était gravement malade ; il alla le voir et il murmura : xyxy=(525,508,748,558)
column-divider xyxy=(986,45,987,1947)
article-body xyxy=(60,45,276,950)
